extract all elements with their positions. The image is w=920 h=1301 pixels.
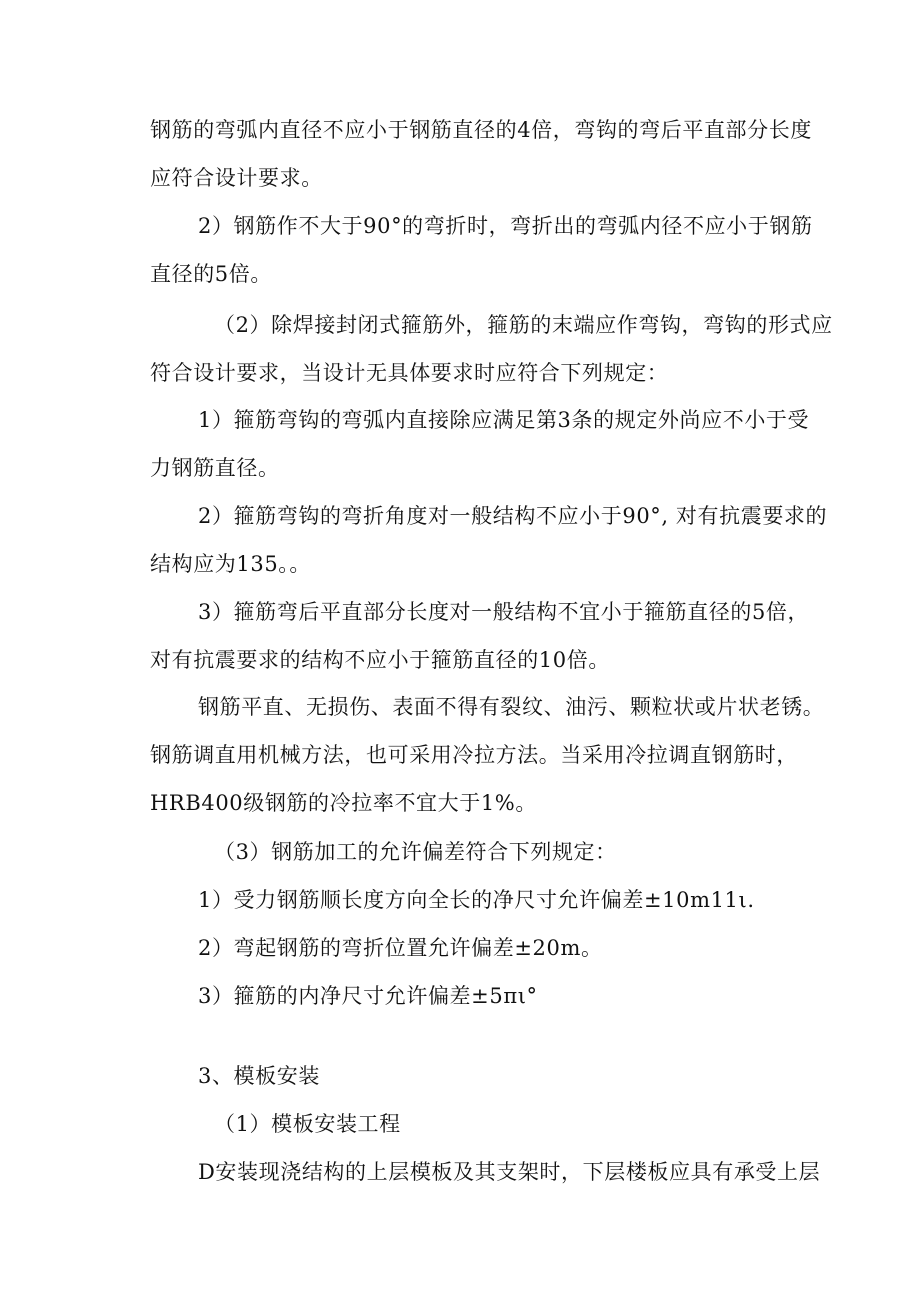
text-line-17: 1）受力钢筋顺长度方向全长的净尺寸允许偏差±10m11ι. bbox=[198, 888, 755, 912]
section-heading: 3、模板安装 bbox=[198, 1064, 320, 1088]
text-line-18: 2）弯起钢筋的弯折位置允许偏差±20m。 bbox=[198, 936, 603, 960]
text-line-12: 对有抗震要求的结构不应小于箍筋直径的10倍。 bbox=[150, 648, 610, 672]
text-line-10: 结构应为135。。 bbox=[150, 552, 311, 576]
text-line-6: 符合设计要求，当设计无具体要求时应符合下列规定： bbox=[150, 361, 669, 385]
text-line-13: 钢筋平直、无损伤、表面不得有裂纹、油污、颗粒状或片状老锈。 bbox=[198, 695, 825, 719]
text-line-3: 2）钢筋作不大于90°的弯折时，弯折出的弯弧内径不应小于钢筋 bbox=[198, 214, 813, 238]
text-line-22: D安装现浇结构的上层模板及其支架时，下层楼板应具有承受上层 bbox=[198, 1160, 821, 1184]
text-line-19: 3）箍筋的内净尺寸允许偏差±5πι° bbox=[198, 984, 538, 1008]
text-line-11: 3）箍筋弯后平直部分长度对一般结构不宜小于箍筋直径的5倍， bbox=[198, 600, 810, 624]
subsection-heading: （1）模板安装工程 bbox=[214, 1112, 401, 1136]
text-line-4: 直径的5倍。 bbox=[150, 262, 272, 286]
text-line-9: 2）箍筋弯钩的弯折角度对一般结构不应小于90°, 对有抗震要求的 bbox=[198, 504, 828, 528]
text-line-7: 1）箍筋弯钩的弯弧内直接除应满足第3条的规定外尚应不小于受 bbox=[198, 408, 810, 432]
text-line-16: （3）钢筋加工的允许偏差符合下列规定： bbox=[214, 840, 617, 864]
text-line-2: 应符合设计要求。 bbox=[150, 166, 323, 190]
text-line-5: （2）除焊接封闭式箍筋外，箍筋的末端应作弯钩，弯钩的形式应 bbox=[214, 313, 833, 337]
text-line-14: 钢筋调直用机械方法，也可采用冷拉方法。当采用冷拉调直钢筋时， bbox=[150, 743, 798, 767]
text-line-15: HRB400级钢筋的冷拉率不宜大于1%。 bbox=[150, 791, 537, 815]
text-line-8: 力钢筋直径。 bbox=[150, 456, 280, 480]
text-line-1: 钢筋的弯弧内直径不应小于钢筋直径的4倍，弯钩的弯后平直部分长度 bbox=[150, 118, 812, 142]
